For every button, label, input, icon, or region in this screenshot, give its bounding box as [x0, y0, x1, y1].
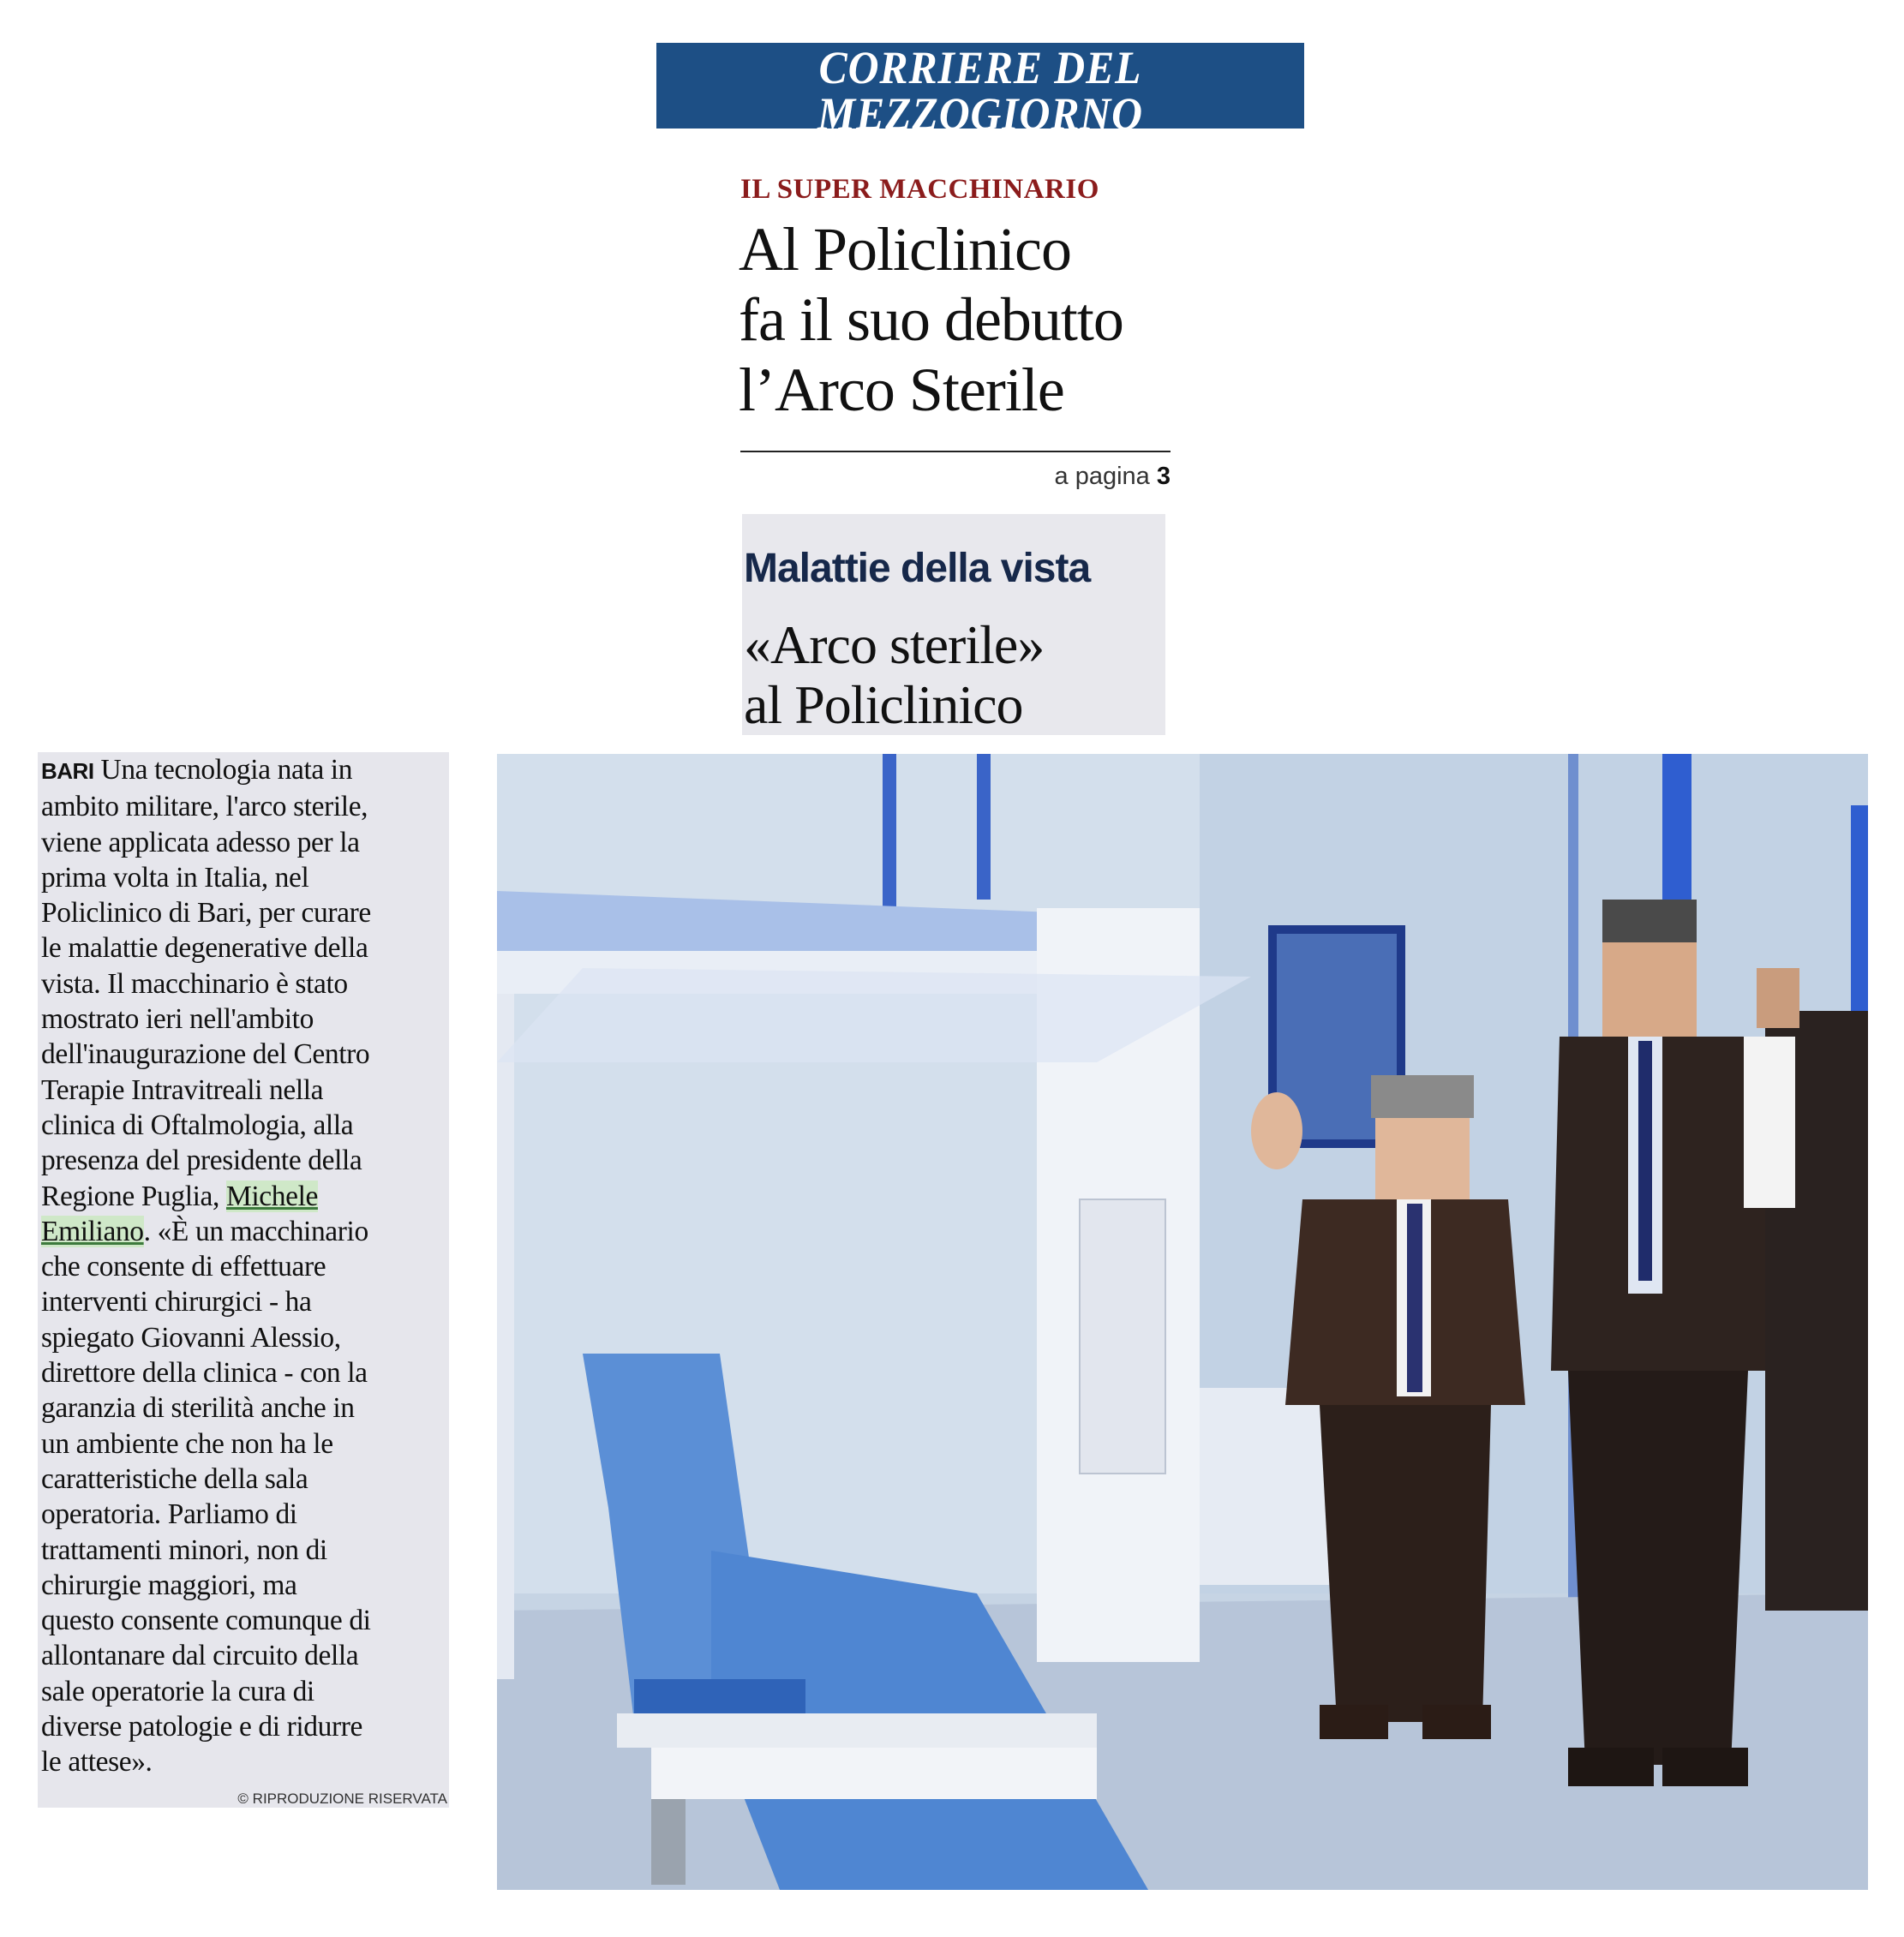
- person-link-emiliano[interactable]: Emiliano: [41, 1215, 144, 1247]
- article-line: caratteristiche della sala: [41, 1462, 308, 1495]
- article-column: [38, 752, 449, 1808]
- teaser-headline: [739, 214, 1184, 425]
- newspaper-edition: BARI E PUGLIA: [858, 136, 1103, 172]
- inner-title: [744, 615, 1044, 735]
- article-text: Una tecnologia nata in: [93, 754, 353, 786]
- article-line: trattamenti minori, non di: [41, 1533, 327, 1566]
- headline-line: fa il suo debutto: [739, 285, 1123, 354]
- article-line: questo consente comunque di: [41, 1605, 371, 1637]
- article-line: diverse patologie e di ridurre: [41, 1711, 362, 1743]
- article-line: ambito militare, l'arco sterile,: [41, 791, 368, 823]
- article-line: spiegato Giovanni Alessio,: [41, 1321, 341, 1354]
- article-line: Terapie Intravitreali nella: [41, 1073, 324, 1106]
- copyright-notice: © RIPRODUZIONE RISERVATA: [237, 1791, 447, 1807]
- article-line: vista. Il macchinario è stato: [41, 967, 348, 1000]
- article-line: sale operatorie la cura di: [41, 1675, 314, 1707]
- headline-divider: [740, 451, 1171, 452]
- article-line: [41, 1214, 449, 1249]
- article-body: [41, 752, 449, 1780]
- page-reference: [943, 463, 1171, 491]
- person-link-michele[interactable]: Michele: [225, 1180, 318, 1212]
- article-line: presenza del presidente della: [41, 1145, 362, 1177]
- article-line: clinica di Oftalmologia, alla: [41, 1109, 354, 1141]
- inner-title-line: al Policlinico: [744, 674, 1023, 735]
- article-line: che consente di effettuare: [41, 1251, 326, 1283]
- article-text: . «È un macchinario: [143, 1215, 368, 1247]
- article-line: [41, 752, 449, 789]
- article-line: operatoria. Parliamo di: [41, 1498, 297, 1531]
- article-line: viene applicata adesso per la: [41, 826, 360, 858]
- article-dateline: BARI: [41, 758, 94, 784]
- article-line: prima volta in Italia, nel: [41, 861, 309, 894]
- page-ref-prefix: a pagina: [1054, 463, 1150, 490]
- article-photo: [497, 754, 1868, 1890]
- article-line: garanzia di sterilità anche in: [41, 1392, 355, 1425]
- article-line: allontanare dal circuito della: [41, 1640, 359, 1672]
- inner-headline-box: [742, 514, 1165, 735]
- inner-title-line: «Arco sterile»: [744, 614, 1045, 675]
- article-line: chirurgie maggiori, ma: [41, 1569, 297, 1601]
- article-text: Regione Puglia,: [41, 1180, 226, 1212]
- teaser-kicker: IL SUPER MACCHINARIO: [740, 174, 1099, 205]
- article-line: direttore della clinica - con la: [41, 1357, 368, 1390]
- article-line: Policlinico di Bari, per curare: [41, 897, 371, 930]
- article-line: [41, 1179, 449, 1214]
- article-line: dell'inaugurazione del Centro: [41, 1038, 370, 1071]
- newspaper-name: CORRIERE DEL MEZZOGIORNO: [817, 42, 1143, 140]
- article-line: le malattie degenerative della: [41, 932, 368, 965]
- section-label: Malattie della vista: [744, 546, 1091, 591]
- headline-line: l’Arco Sterile: [739, 356, 1064, 424]
- article-line: le attese».: [41, 1746, 153, 1779]
- page-ref-number: 3: [1156, 463, 1171, 490]
- article-line: un ambiente che non ha le: [41, 1427, 333, 1460]
- photo-illustration: [497, 754, 1868, 1890]
- newspaper-masthead: [656, 42, 1304, 172]
- headline-line: Al Policlinico: [739, 215, 1071, 284]
- article-line: interventi chirurgici - ha: [41, 1286, 312, 1318]
- article-line: mostrato ieri nell'ambito: [41, 1003, 314, 1036]
